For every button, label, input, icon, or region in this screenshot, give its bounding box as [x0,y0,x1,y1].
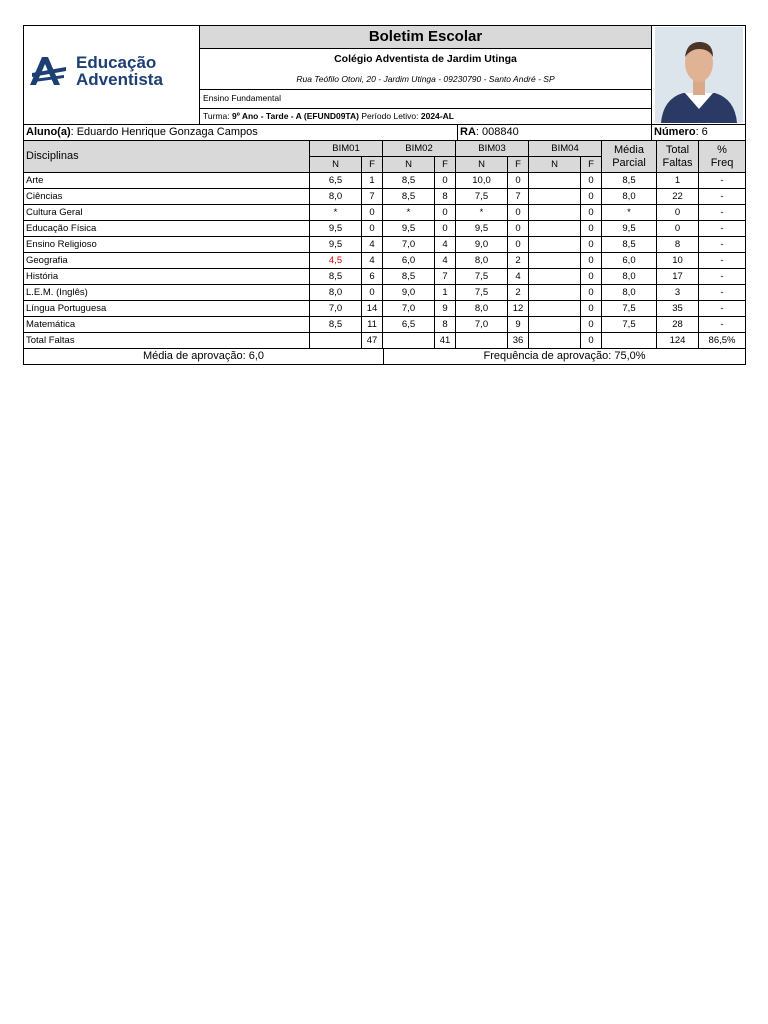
cell-f2: 8 [435,317,456,333]
educacao-adventista-logo [28,54,163,88]
cell-f1: 6 [362,269,383,285]
cell-f4: 0 [581,301,602,317]
cell-freq: - [699,189,746,205]
report-card [23,25,745,365]
cell-disc: História [24,269,310,285]
cell-f1: 1 [362,173,383,189]
cell-f3: 2 [508,285,529,301]
cell-n1: 8,0 [310,285,362,301]
cell-f4: 0 [581,221,602,237]
cell-f3: 0 [508,237,529,253]
periodo-label: Período Letivo: [358,110,421,121]
totals-f2: 41 [435,333,456,349]
cell-disc: Geografia [24,253,310,269]
header-freq-line1: % [717,143,727,156]
logo-line2: Adventista [76,70,163,89]
cell-n4 [529,205,581,221]
cell-disc: Língua Portuguesa [24,301,310,317]
cell-f3: 0 [508,221,529,237]
totals-n4 [529,333,581,349]
cell-n4 [529,317,581,333]
cell-f4: 0 [581,269,602,285]
student-portrait-icon [655,27,743,123]
cell-f4: 0 [581,317,602,333]
cell-freq: - [699,317,746,333]
student-ra: : 008840 [475,126,519,138]
cell-f4: 0 [581,285,602,301]
totals-media [602,333,657,349]
cell-n4 [529,189,581,205]
header-n: N [310,157,362,173]
cell-n3: 7,5 [456,285,508,301]
school-name: Colégio Adventista de Jardim Utinga [200,49,652,69]
cell-f2: 9 [435,301,456,317]
cell-f3: 9 [508,317,529,333]
cell-n3: 9,5 [456,221,508,237]
cell-n3: * [456,205,508,221]
cell-n4 [529,301,581,317]
cell-media: 6,0 [602,253,657,269]
cell-f4: 0 [581,253,602,269]
cell-n4 [529,253,581,269]
totals-f3: 36 [508,333,529,349]
class-info [200,108,652,124]
periodo-value: 2024-AL [420,110,454,121]
cell-f1: 7 [362,189,383,205]
cell-f3: 0 [508,173,529,189]
cell-f3: 7 [508,189,529,205]
cell-media: 7,5 [602,301,657,317]
photo-cell [652,26,746,125]
cell-media: 8,0 [602,269,657,285]
cell-n3: 10,0 [456,173,508,189]
table-row [24,301,746,317]
table-row [24,189,746,205]
totals-label: Total Faltas [24,333,310,349]
cell-n3: 8,0 [456,301,508,317]
cell-f1: 14 [362,301,383,317]
header-disciplinas: Disciplinas [24,141,310,173]
cell-n2: * [383,205,435,221]
cell-disc: Ciências [24,189,310,205]
document-title: Boletim Escolar [200,26,652,49]
cell-freq: - [699,301,746,317]
cell-freq: - [699,237,746,253]
cell-disc: L.E.M. (Inglês) [24,285,310,301]
cell-f3: 2 [508,253,529,269]
cell-n1: 9,5 [310,221,362,237]
header-f: F [362,157,383,173]
cell-f2: 1 [435,285,456,301]
media-aprovacao: Média de aprovação: 6,0 [24,349,384,365]
cell-faltas: 22 [657,189,699,205]
header-faltas-line2: Faltas [662,156,693,169]
cell-disc: Cultura Geral [24,205,310,221]
cell-n1: 8,5 [310,269,362,285]
education-level: Ensino Fundamental [200,90,652,108]
student-name: : Eduardo Henrique Gonzaga Campos [70,126,258,138]
cell-freq: - [699,285,746,301]
frequencia-aprovacao: Frequência de aprovação: 75,0% [384,349,746,365]
totals-n3 [456,333,508,349]
header-freq-line2: Freq [710,156,734,169]
table-row [24,285,746,301]
logo-line1: Educação [76,53,157,72]
cell-n3: 8,0 [456,253,508,269]
cell-f1: 11 [362,317,383,333]
cell-faltas: 10 [657,253,699,269]
cell-freq: - [699,221,746,237]
cell-n1: 9,5 [310,237,362,253]
totals-f1: 47 [362,333,383,349]
header-media-parcial [602,141,657,173]
cell-media: 8,0 [602,189,657,205]
student-name-cell [24,125,458,141]
cell-n2: 8,5 [383,269,435,285]
header-bim04: BIM04 [529,141,602,157]
table-row [24,237,746,253]
cell-media: 8,0 [602,285,657,301]
logo-cell [24,26,200,125]
cell-faltas: 3 [657,285,699,301]
cell-n4 [529,269,581,285]
approval-footer [23,348,746,365]
header-n: N [383,157,435,173]
cell-n3: 9,0 [456,237,508,253]
student-number-cell [652,125,746,141]
cell-f3: 12 [508,301,529,317]
cell-n2: 7,0 [383,301,435,317]
cell-n4 [529,237,581,253]
cell-f2: 8 [435,189,456,205]
header-media-line1: Média [614,143,644,156]
cell-disc: Educação Física [24,221,310,237]
cell-faltas: 1 [657,173,699,189]
grades-table [23,140,746,349]
cell-f2: 7 [435,269,456,285]
header-f: F [508,157,529,173]
cell-faltas: 35 [657,301,699,317]
table-row [24,253,746,269]
student-ra-cell [458,125,652,141]
cell-f2: 0 [435,173,456,189]
header-total-faltas [657,141,699,173]
header-n: N [456,157,508,173]
cell-f4: 0 [581,173,602,189]
student-number-label: Número [654,126,696,138]
cell-f1: 0 [362,285,383,301]
cell-n1: 7,0 [310,301,362,317]
cell-f1: 0 [362,205,383,221]
header-bim02: BIM02 [383,141,456,157]
header-bim01: BIM01 [310,141,383,157]
cell-n2: 8,5 [383,173,435,189]
school-address: Rua Teófilo Otoni, 20 - Jardim Utinga - 09230790 - Santo André - SP [200,69,652,90]
header-n: N [529,157,581,173]
cell-media: 7,5 [602,317,657,333]
cell-media: 8,5 [602,173,657,189]
student-name-label: Aluno(a) [26,126,71,138]
cell-f4: 0 [581,189,602,205]
cell-faltas: 0 [657,221,699,237]
cell-faltas: 17 [657,269,699,285]
cell-f1: 4 [362,237,383,253]
cell-n3: 7,0 [456,317,508,333]
student-number: : 6 [695,126,708,138]
cell-faltas: 0 [657,205,699,221]
cell-f3: 4 [508,269,529,285]
totals-row [24,333,746,349]
cell-n2: 6,5 [383,317,435,333]
student-photo [655,27,743,123]
cell-faltas: 8 [657,237,699,253]
cell-f1: 0 [362,221,383,237]
totals-f4: 0 [581,333,602,349]
cell-n1: 6,5 [310,173,362,189]
cell-f4: 0 [581,237,602,253]
cell-n1: 4,5 [310,253,362,269]
header-media-line2: Parcial [612,156,646,169]
cell-freq: - [699,269,746,285]
totals-n2 [383,333,435,349]
cell-f1: 4 [362,253,383,269]
cell-f2: 4 [435,253,456,269]
cell-f2: 0 [435,205,456,221]
report-header [23,25,746,125]
table-row [24,269,746,285]
header-bim03: BIM03 [456,141,529,157]
cell-f2: 0 [435,221,456,237]
cell-n2: 9,5 [383,221,435,237]
cell-n2: 7,0 [383,237,435,253]
cell-n2: 9,0 [383,285,435,301]
cell-n2: 8,5 [383,189,435,205]
turma-label: Turma: [203,110,232,121]
cell-f3: 0 [508,205,529,221]
cell-media: 9,5 [602,221,657,237]
turma-value: 9º Ano - Tarde - A (EFUND09TA) [231,110,359,121]
cell-n1: 8,5 [310,317,362,333]
logo-wordmark [76,54,163,88]
cell-n4 [529,285,581,301]
cell-disc: Ensino Religioso [24,237,310,253]
table-row [24,205,746,221]
totals-n1 [310,333,362,349]
adventista-mark-icon [28,55,68,87]
cell-freq: - [699,253,746,269]
cell-n1: * [310,205,362,221]
student-info [23,124,746,141]
table-row [24,317,746,333]
cell-f4: 0 [581,205,602,221]
header-freq [699,141,746,173]
cell-f2: 4 [435,237,456,253]
cell-disc: Matemática [24,317,310,333]
totals-freq: 86,5% [699,333,746,349]
cell-freq: - [699,173,746,189]
table-row [24,173,746,189]
cell-disc: Arte [24,173,310,189]
cell-media: * [602,205,657,221]
cell-n3: 7,5 [456,269,508,285]
cell-n2: 6,0 [383,253,435,269]
cell-n4 [529,221,581,237]
table-row [24,221,746,237]
header-f: F [581,157,602,173]
cell-media: 8,5 [602,237,657,253]
cell-n3: 7,5 [456,189,508,205]
totals-faltas: 124 [657,333,699,349]
student-ra-label: RA [460,126,476,138]
cell-faltas: 28 [657,317,699,333]
cell-freq: - [699,205,746,221]
header-f: F [435,157,456,173]
header-faltas-line1: Total [665,143,690,156]
cell-n1: 8,0 [310,189,362,205]
cell-n4 [529,173,581,189]
